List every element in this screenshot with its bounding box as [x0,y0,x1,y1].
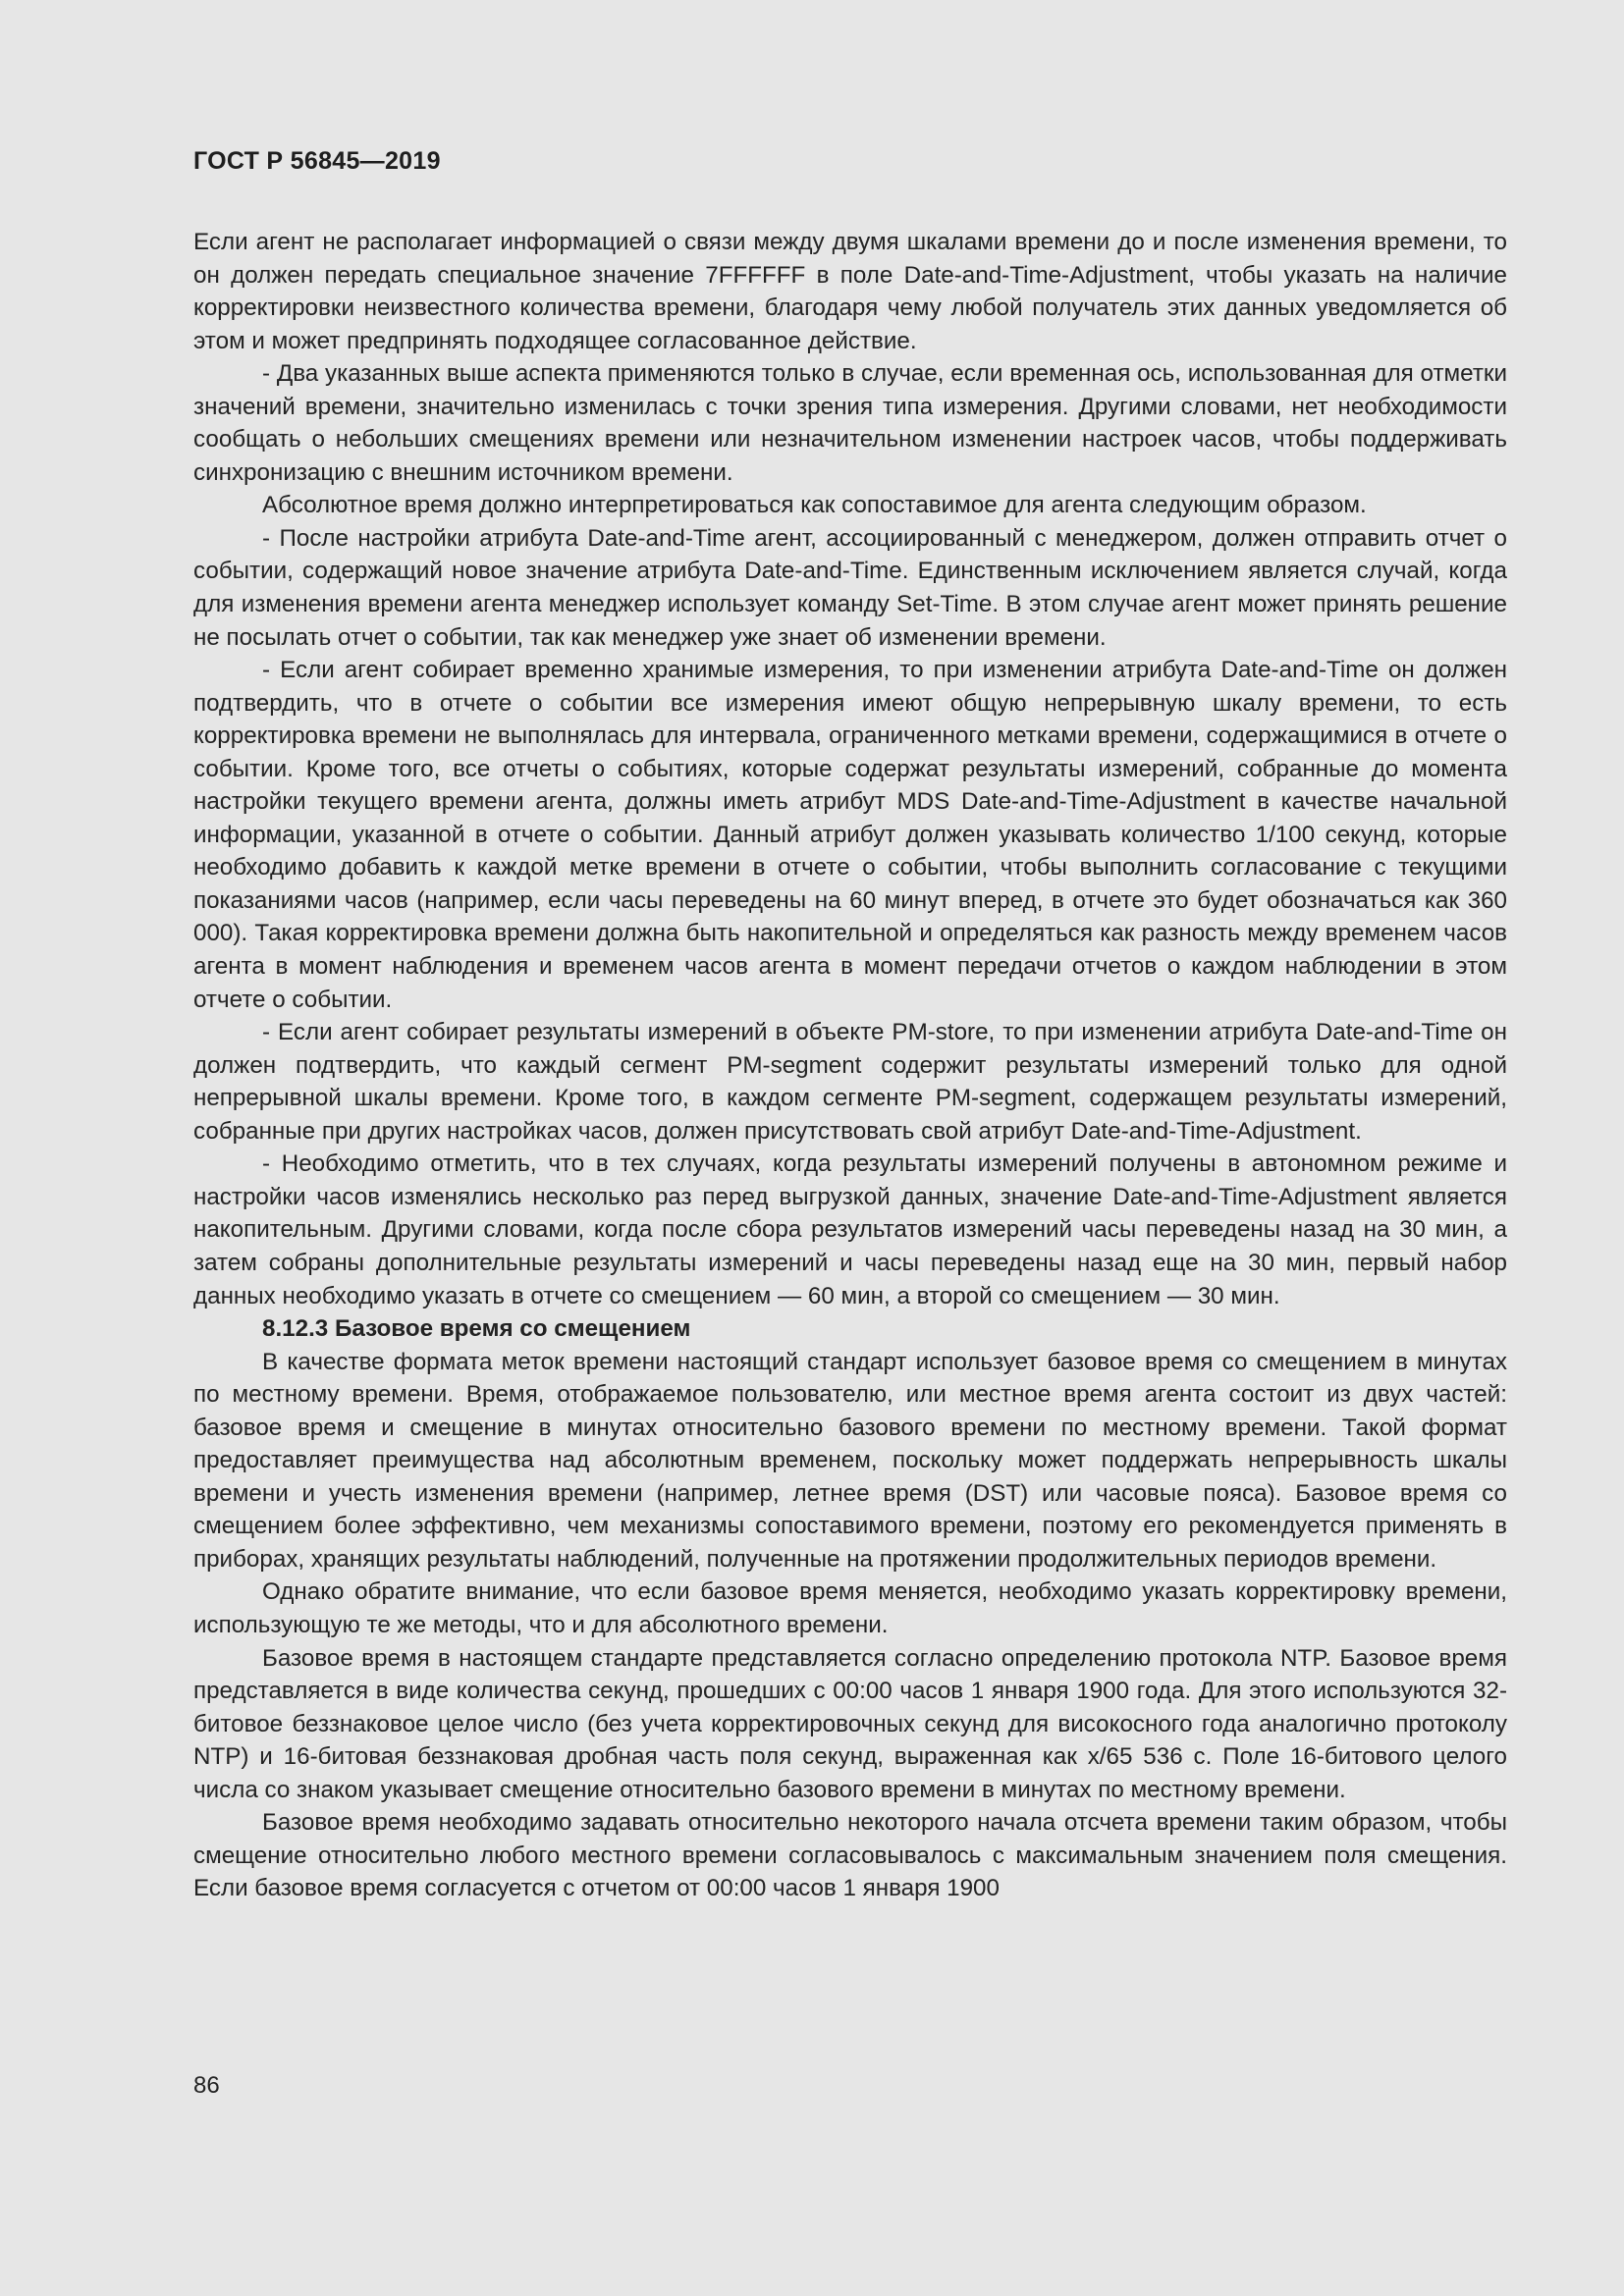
body-paragraph: - Если агент собирает временно хранимые измерения, то при изменении атрибута Date-and-Time он должен подтвердить, что в отчете о событии все измерения имеют общую непрерывную шкалу времени, то есть корректировка времени не выполнялась для интервала, ограниченного метками времени, содержащимися в отчете о событии. Кроме того, все отчеты о событиях, которые содержат результаты измерений, собранные до момента настройки текущего времени агента, должны иметь атрибут MDS Date-and-Time-Adjustment в качестве начальной информации, указанной в отчете о событии. Данный атрибут должен указывать количество 1/100 секунд, которые необходимо добавить к каждой метке времени в отчете о событии, чтобы выполнить согласование с текущими показаниями часов (например, если часы переведены на 60 минут вперед, в отчете это будет обозначаться как 360 000). Такая корректировка времени должна быть накопительной и определяться как разность между временем часов агента в момент наблюдения и временем часов агента в момент передачи отчетов о каждом наблюдении в этом отчете о событии. [193,657,1507,1013]
section-heading: 8.12.3 Базовое время со смещением [262,1315,691,1343]
body-paragraph: Если агент не располагает информацией о связи между двумя шкалами времени до и после изменения времени, то он должен передать специальное значение 7FFFFFF в поле Date-and-Time-Adjustment, чтобы указать на наличие корректировки неизвестного количества времени, благодаря чему любой получатель этих данных уведомляется об этом и может предпринять подходящее согласованное действие. [193,229,1507,354]
body-paragraph: - Если агент собирает результаты измерений в объекте PM-store, то при изменении атрибута Date-and-Time он должен подтвердить, что каждый сегмент PM-segment содержит результаты измерений только для одной непрерывной шкалы времени. Кроме того, в каждом сегменте PM-segment, содержащем результаты измерений, собранные при других настройках часов, должен присутствовать свой атрибут Date-and-Time-Adjustment. [193,1019,1507,1145]
document-body [193,226,1507,1905]
standard-header: ГОСТ Р 56845—2019 [193,147,441,175]
body-paragraph: Базовое время в настоящем стандарте представляется согласно определению протокола NTP. Базовое время представляется в виде количества секунд, прошедших с 00:00 часов 1 января 1900 года. Для этого используются 32-битовое беззнаковое целое число (без учета корректировочных секунд для високосного года аналогично протоколу NTP) и 16-битовая беззнаковая дробная часть поля секунд, выраженная как x/65 536 с. Поле 16-битового целого числа со знаком указывает смещение относительно базового времени в минутах по местному времени. [193,1644,1507,1803]
body-paragraph: Базовое время необходимо задавать относительно некоторого начала отсчета времени таким образом, чтобы смещение относительно любого местного времени согласовывалось с максимальным значением поля смещения. Если базовое время согласуется с отчетом от 00:00 часов 1 января 1900 [193,1809,1507,1902]
page-number: 86 [193,2072,220,2099]
body-paragraph: - Необходимо отметить, что в тех случаях, когда результаты измерений получены в автономном режиме и настройки часов изменялись несколько раз перед выгрузкой данных, значение Date-and-Time-Adjustment является накопительным. Другими словами, когда после сбора результатов измерений часы переведены назад на 30 мин, а затем собраны дополнительные результаты измерений и часы переведены назад еще на 30 мин, первый набор данных необходимо указать в отчете со смещением — 60 мин, а второй со смещением — 30 мин. [193,1150,1507,1309]
body-paragraph: В качестве формата меток времени настоящий стандарт использует базовое время со смещением в минутах по местному времени. Время, отображаемое пользователю, или местное время агента состоит из двух частей: базовое время и смещение в минутах относительно базового времени по местному времени. Такой формат предоставляет преимущества над абсолютным временем, поскольку может поддержать непрерывность шкалы времени и учесть изменения времени (например, летнее время (DST) или часовые пояса). Базовое время со смещением более эффективно, чем механизмы сопоставимого времени, поэтому его рекомендуется применять в приборах, хранящих результаты наблюдений, полученные на протяжении продолжительных периодов времени. [193,1348,1507,1573]
body-paragraph: Абсолютное время должно интерпретироваться как сопоставимое для агента следующим образом. [262,492,1367,519]
body-paragraph: - После настройки атрибута Date-and-Time агент, ассоциированный с менеджером, должен отправить отчет о событии, содержащий новое значение атрибута Date-and-Time. Единственным исключением является случай, когда для изменения времени агента менеджер использует команду Set-Time. В этом случае агент может принять решение не посылать отчет о событии, так как менеджер уже знает об изменении времени. [193,524,1507,651]
body-paragraph: - Два указанных выше аспекта применяются только в случае, если временная ось, использованная для отметки значений времени, значительно изменилась с точки зрения типа измерения. Другими словами, нет необходимости сообщать о небольших смещениях времени или незначительном изменении настроек часов, чтобы поддерживать синхронизацию с внешним источником времени. [193,360,1507,486]
body-paragraph: Однако обратите внимание, что если базовое время меняется, необходимо указать корректировку времени, использующую те же методы, что и для абсолютного времени. [193,1578,1507,1638]
